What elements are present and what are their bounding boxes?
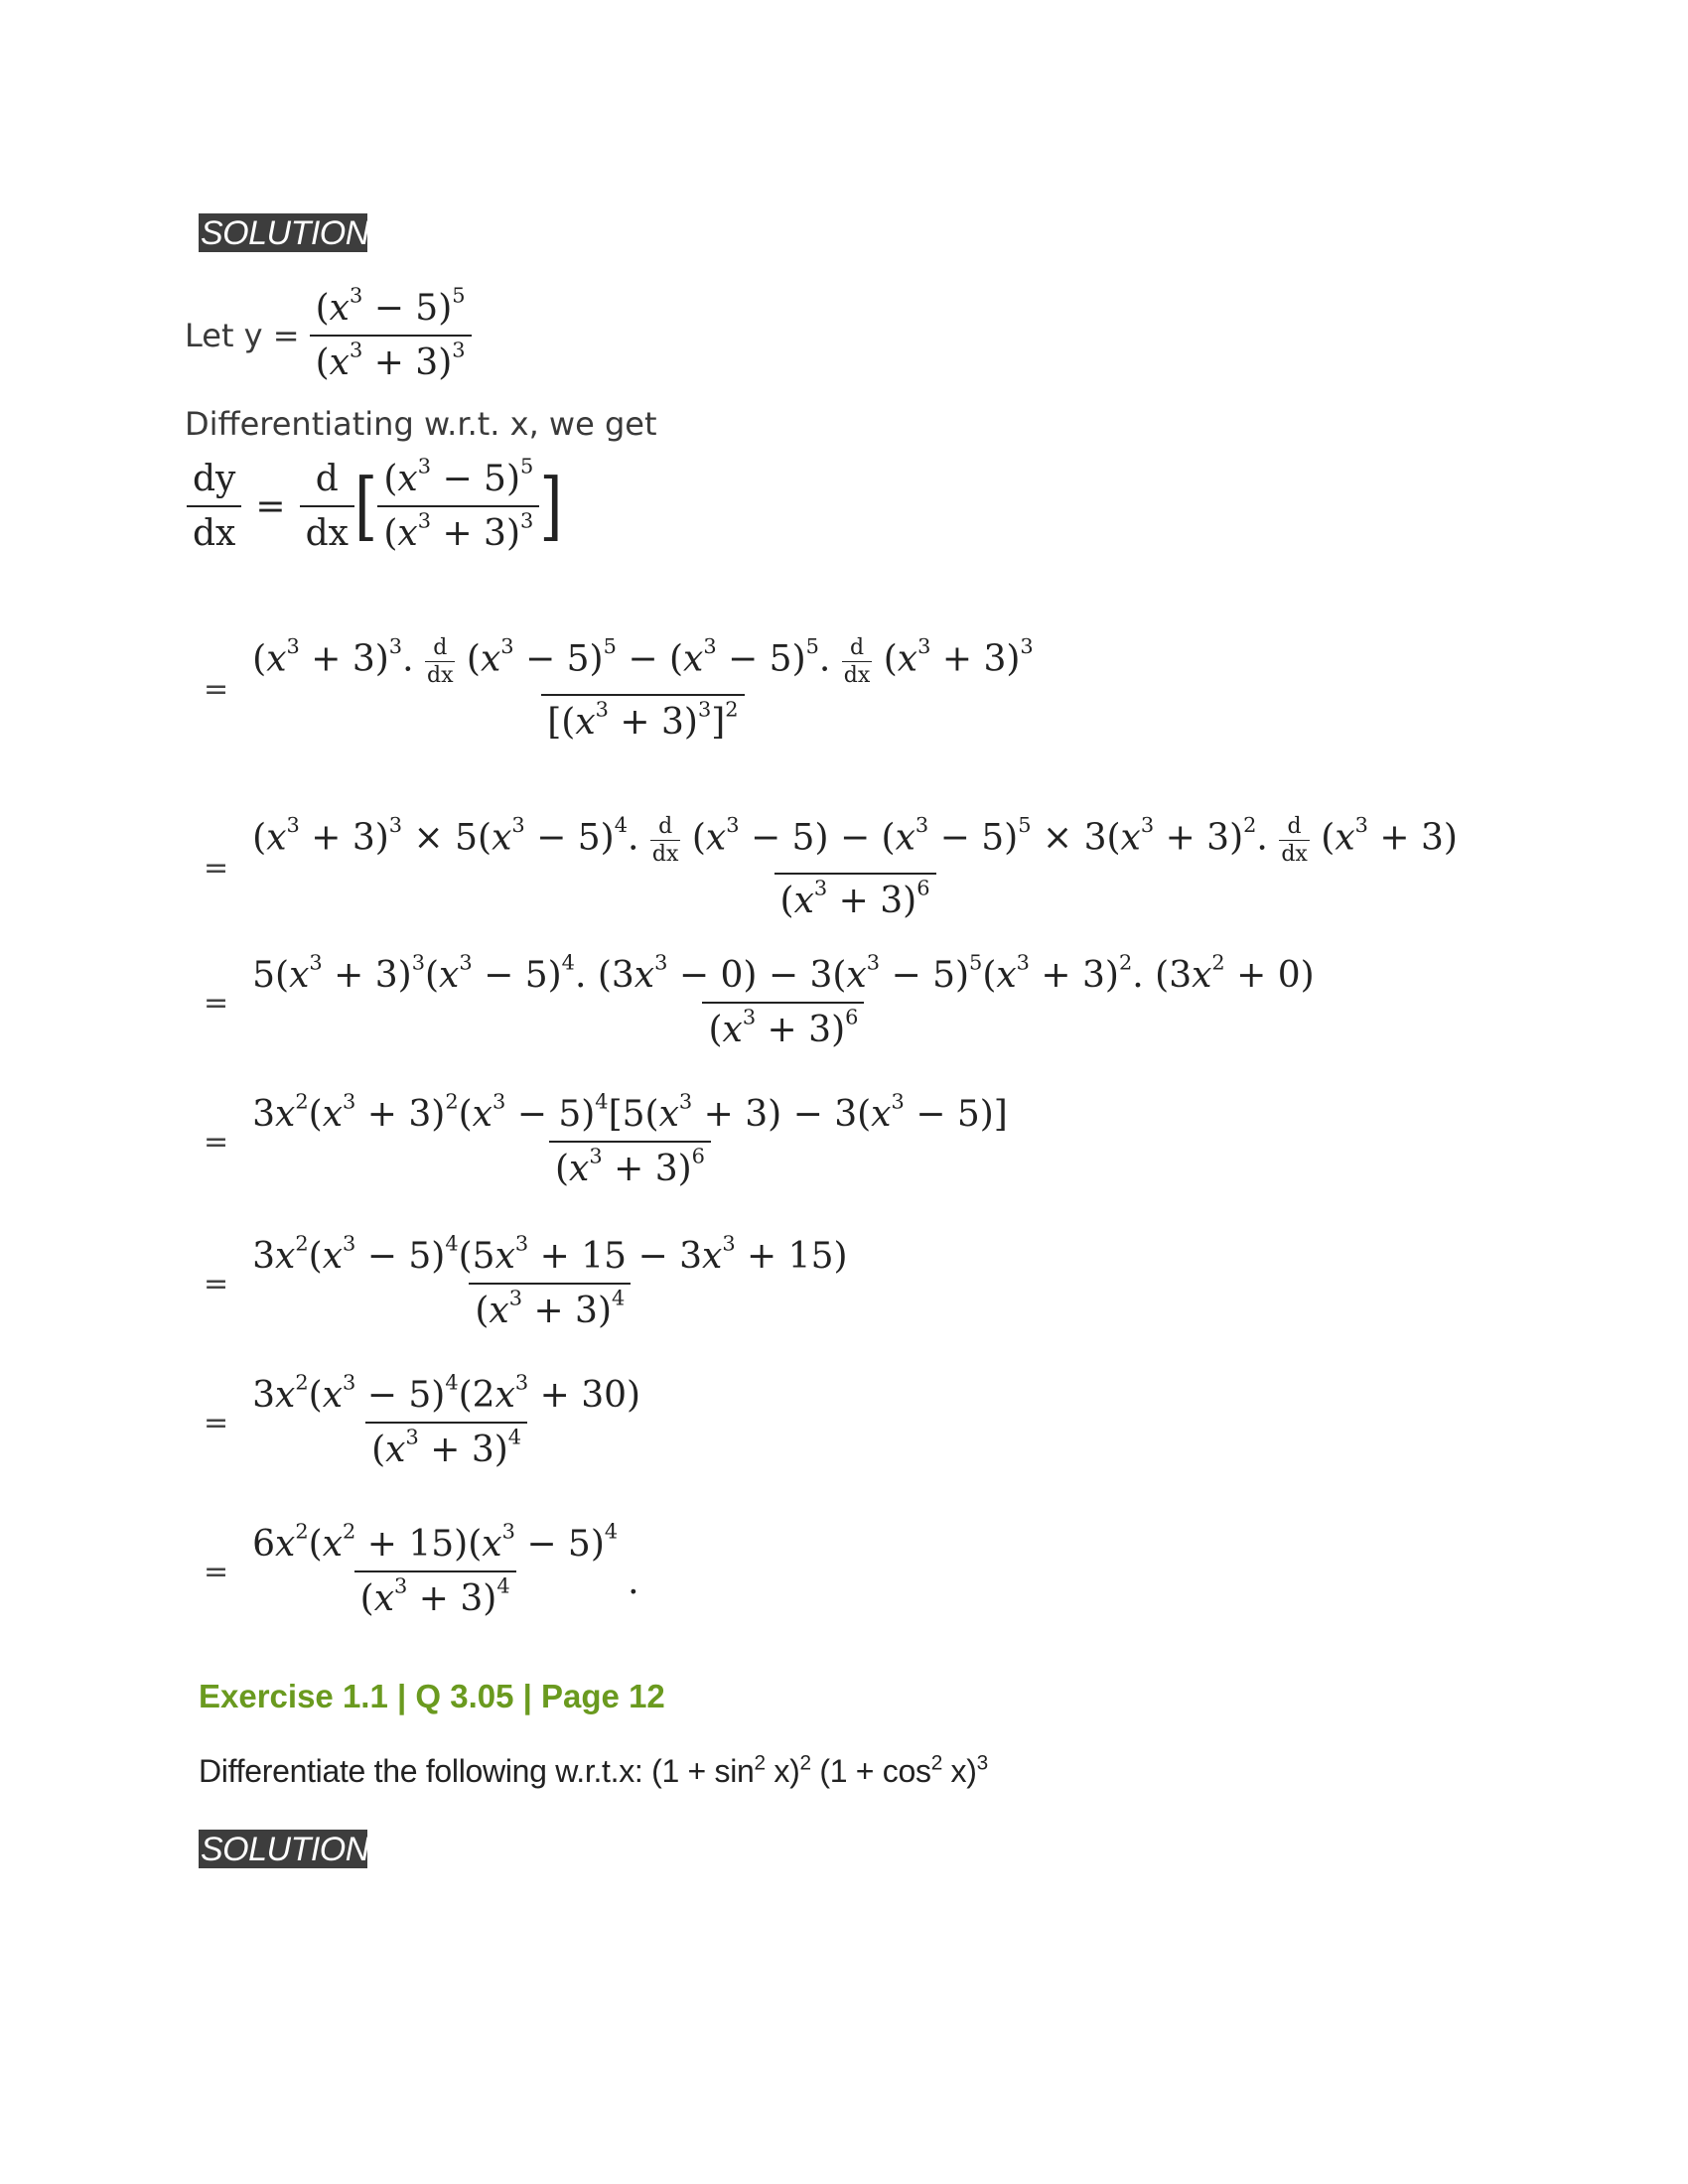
solution-label: SOLUTION <box>201 214 369 252</box>
exercise-heading: Exercise 1.1 | Q 3.05 | Page 12 <box>199 1678 665 1714</box>
derivative-definition: $\frac{dy}{dx}$ = $\frac{d}{dx}$ [ $\frac{(x^3 - 5)^5}{(x^3 + 3)^3}$ ] <box>187 459 563 554</box>
step-final-answer: = $\frac{6x^2(x^2 + 15)(x^3 - 5)^4}{(x^3 + 3)^4}$ . <box>204 1519 639 1619</box>
step-simplified: = $\frac{3x^2(x^3 - 5)^4(2x^3 + 30)}{(x^3 + 3)^4}$ <box>204 1370 641 1470</box>
d-dx-operator: $\frac{d}{dx}$ <box>300 459 354 554</box>
step-expanded: = $\frac{3x^2(x^3 - 5)^4(5x^3 + 15 - 3x^3 + 15)}{(x^3 + 3)^4}$ <box>204 1231 848 1331</box>
step-derivatives-evaluated: = $5(x^3 + 3)^3(x^3 - 5)^4$. $(3x^3 - 0) - 3(x^3 - 5)^5(x^3 + 3)^2$. $(3x^2 + 0)$ $(x^3 + 3)^6$ <box>204 950 1315 1050</box>
let-y-line <box>185 283 472 383</box>
step-quotient-rule: = $(x^3 + 3)^3$. $\frac{d}{dx}$ $(x^3 - 5)^5 - (x^3 - 5)^5$. $\frac{d}{dx}$ $(x^3 + 3)^3$ $[(x^3 + 3)^3]^2$ <box>204 633 1034 743</box>
solution-label-2: SOLUTION <box>201 1831 369 1868</box>
differentiating-text: Differentiating w.r.t. x, we get <box>185 405 657 443</box>
dy-dx-fraction: $\frac{dy}{dx}$ <box>187 459 241 554</box>
step-factored: = $\frac{3x^2(x^3 + 3)^2(x^3 - 5)^4[5(x^3 + 3) - 3(x^3 - 5)]}{(x^3 + 3)^6}$ <box>204 1089 1008 1189</box>
let-y-fraction: $\frac{(x^3 - 5)^5}{(x^3 + 3)^3}$ <box>310 288 472 383</box>
final-period: . <box>628 1561 639 1602</box>
step-chain-rule: = $(x^3 + 3)^3 \times 5(x^3 - 5)^4$. $\frac{d}{dx}$ $(x^3 - 5) - (x^3 - 5)^5 \times 3(x^3 + 3)^2$. $\frac{d}{dx}$ $(x^3 + 3)$ $(x^3 + 3)^6$ <box>204 812 1458 921</box>
let-y-text: Let y = <box>185 317 300 354</box>
question-text: Differentiate the following w.r.t.x: $(1 + \sin^2 x)^2$ $(1 + \cos^2 x)^3$ <box>199 1751 988 1789</box>
